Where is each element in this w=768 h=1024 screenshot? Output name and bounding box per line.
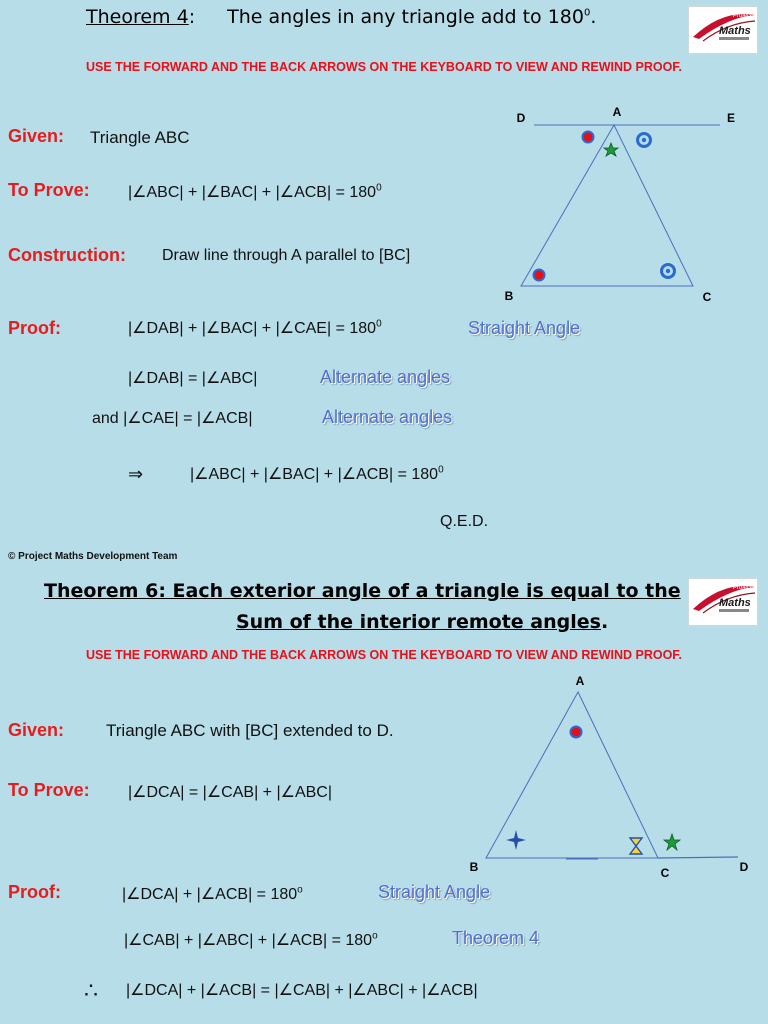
conclusion-text: |∠ABC| + |∠BAC| + |∠ACB| = 180 — [190, 466, 439, 483]
instruction-text: USE THE FORWARD AND THE BACK ARROWS ON THE KEYBOARD TO VIEW AND REWIND PROOF. — [85, 648, 683, 662]
project-maths-logo — [688, 6, 758, 54]
proof-line-3: and |∠CAE| = |∠ACB| — [92, 410, 253, 427]
instruction-text: USE THE FORWARD AND THE BACK ARROWS ON THE KEYBOARD TO VIEW AND REWIND PROOF. — [85, 60, 683, 74]
vertex-label-a: A — [612, 105, 622, 119]
given-label: Given: — [8, 126, 65, 146]
blue-ring-icon — [636, 132, 652, 148]
green-star-icon — [604, 143, 618, 156]
svg-text:Project: Project — [733, 585, 752, 591]
svg-text:Maths: Maths — [719, 597, 751, 609]
reason-theorem-4: Theorem 4 — [452, 928, 540, 948]
to-prove-text: |∠DCA| = |∠CAB| + |∠ABC| — [128, 784, 333, 801]
theorem-6-title-line-2-text: Sum of the interior remote angles — [236, 611, 601, 633]
title-superscript: 0 — [583, 7, 591, 19]
vertex-label-c: C — [702, 290, 712, 304]
to-prove-text: |∠ABC| + |∠BAC| + |∠ACB| = 180 — [128, 184, 377, 201]
proof-label: Proof: — [8, 318, 61, 338]
blue-ring-icon — [660, 263, 676, 279]
to-prove-statement — [128, 182, 382, 202]
theorem-6-title-line-1 — [44, 580, 681, 602]
given-label: Given: — [8, 720, 65, 740]
svg-text:Maths: Maths — [719, 25, 751, 37]
green-star-icon — [664, 834, 680, 850]
proof-line-1-superscript: o — [297, 884, 303, 896]
vertex-label-a: A — [575, 674, 585, 688]
theorem-4-title — [86, 6, 596, 28]
proof-line-2-text: |∠CAB| + |∠ABC| + |∠ACB| = 180 — [124, 932, 373, 949]
proof-line-2 — [124, 930, 378, 950]
reason-straight-angle: Straight Angle — [378, 882, 491, 902]
proof-line-1 — [122, 884, 303, 904]
red-dot-icon — [582, 131, 595, 144]
theorem-4-title-lead: Theorem 4 — [86, 6, 189, 28]
red-dot-icon — [533, 269, 546, 282]
reason-straight-angle: Straight Angle — [468, 318, 581, 338]
triangle-abc-diagram — [500, 100, 740, 310]
theorem-6-title-line-1-text: Theorem 6: Each exterior angle of a triangle is equal to the — [44, 580, 681, 602]
therefore-symbol: ∴ — [84, 978, 98, 1003]
to-prove-superscript: 0 — [376, 182, 382, 194]
given-text: Triangle ABC — [90, 128, 190, 147]
svg-text:Project: Project — [733, 13, 752, 19]
proof-label: Proof: — [8, 882, 61, 902]
slide-theorem-6 — [0, 568, 768, 1024]
title-period: . — [590, 6, 597, 28]
to-prove-label: To Prove: — [8, 180, 90, 200]
theorem-6-title-line-2 — [236, 611, 608, 633]
theorem-4-title-text: The angles in any triangle add to 180 — [227, 6, 584, 28]
red-dot-icon — [570, 726, 583, 739]
conclusion-statement — [190, 464, 444, 484]
construction-text: Draw line through A parallel to [BC] — [162, 247, 411, 264]
qed-text: Q.E.D. — [440, 513, 489, 530]
project-maths-logo — [688, 578, 758, 626]
proof-line-1-text: |∠DAB| + |∠BAC| + |∠CAE| = 180 — [128, 320, 377, 337]
given-text: Triangle ABC with [BC] extended to D. — [106, 721, 394, 740]
proof-line-2-superscript: o — [372, 930, 378, 942]
triangle-abc-extended-diagram — [460, 668, 760, 888]
point-label-d: D — [739, 860, 749, 874]
conclusion-superscript: 0 — [438, 464, 444, 476]
title-period: . — [600, 611, 609, 633]
vertex-label-c: C — [660, 866, 670, 880]
proof-line-2: |∠DAB| = |∠ABC| — [128, 370, 258, 387]
implies-symbol: ⇒ — [128, 464, 144, 484]
reason-alternate-angles-1: Alternate angles — [320, 367, 451, 387]
hourglass-icon — [630, 838, 642, 854]
reason-alternate-angles-2: Alternate angles — [322, 407, 453, 427]
extension-line-cd — [658, 857, 738, 858]
to-prove-label: To Prove: — [8, 780, 90, 800]
title-colon: : — [188, 6, 196, 28]
vertex-label-b: B — [469, 860, 479, 874]
copyright-text: © Project Maths Development Team — [8, 551, 178, 562]
proof-line-3: |∠DCA| + |∠ACB| = |∠CAB| + |∠ABC| + |∠ACB| — [126, 982, 478, 999]
triangle-abc — [486, 692, 658, 858]
proof-line-1-superscript: 0 — [376, 318, 382, 330]
vertex-label-b: B — [504, 289, 514, 303]
construction-label: Construction: — [8, 245, 126, 265]
proof-line-1 — [128, 318, 382, 338]
point-label-e: E — [726, 111, 736, 125]
four-point-star-icon — [506, 830, 526, 850]
point-label-d: D — [516, 111, 526, 125]
proof-line-1-text: |∠DCA| + |∠ACB| = 180 — [122, 886, 298, 903]
